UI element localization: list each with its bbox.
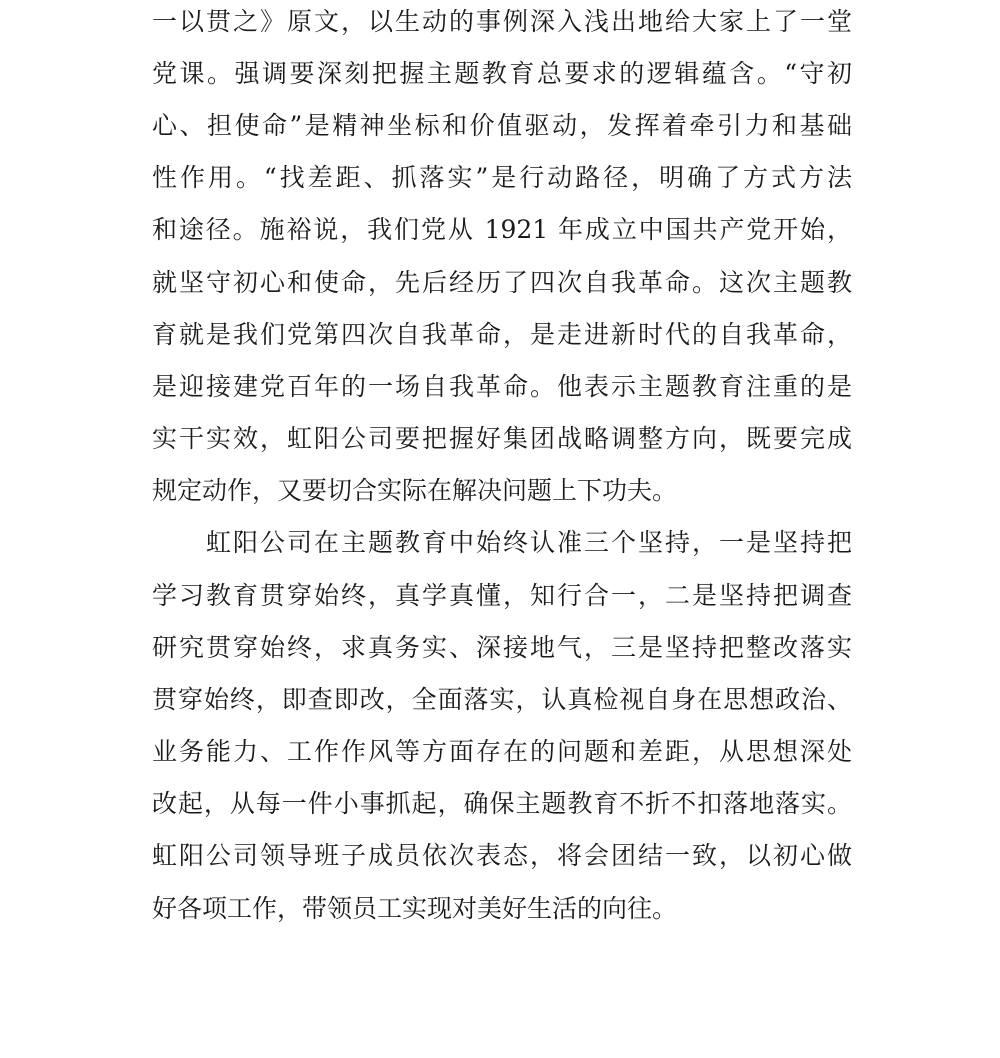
text-line: 性作用。“找差距、抓落实”是行动路径，明确了方式方法 — [152, 163, 852, 192]
text-line: 党课。强调要深刻把握主题教育总要求的逻辑蕴含。“守初 — [152, 59, 852, 88]
text-line: 虹阳公司领导班子成员依次表态，将会团结一致，以初心做 — [152, 841, 852, 870]
text-line: 研究贯穿始终，求真务实、深接地气，三是坚持把整改落实 — [152, 633, 852, 662]
text-line: 一以贯之》原文，以生动的事例深入浅出地给大家上了一堂 — [152, 7, 852, 36]
text-line: 改起，从每一件小事抓起，确保主题教育不折不扣落地落实。 — [152, 789, 852, 818]
text-line: 虹阳公司在主题教育中始终认准三个坚持，一是坚持把 — [206, 528, 852, 557]
text-line: 业务能力、工作作风等方面存在的问题和差距，从思想深处 — [152, 737, 852, 766]
text-line: 学习教育贯穿始终，真学真懂，知行合一，二是坚持把调查 — [152, 581, 852, 610]
text-line: 心、担使命”是精神坐标和价值驱动，发挥着牵引力和基础 — [152, 111, 852, 140]
text-line: 实干实效，虹阳公司要把握好集团战略调整方向，既要完成 — [152, 424, 852, 453]
text-line: 和途径。施裕说，我们党从 1921 年成立中国共产党开始， — [152, 215, 852, 244]
text-line: 好各项工作，带领员工实现对美好生活的向往。 — [152, 894, 678, 923]
text-line: 贯穿始终，即查即改，全面落实，认真检视自身在思想政治、 — [152, 685, 852, 714]
text-line: 规定动作，又要切合实际在解决问题上下功夫。 — [152, 476, 678, 505]
text-line: 是迎接建党百年的一场自我革命。他表示主题教育注重的是 — [152, 372, 852, 401]
text-line: 育就是我们党第四次自我革命，是走进新时代的自我革命， — [152, 320, 852, 349]
text-line: 就坚守初心和使命，先后经历了四次自我革命。这次主题教 — [152, 268, 852, 297]
